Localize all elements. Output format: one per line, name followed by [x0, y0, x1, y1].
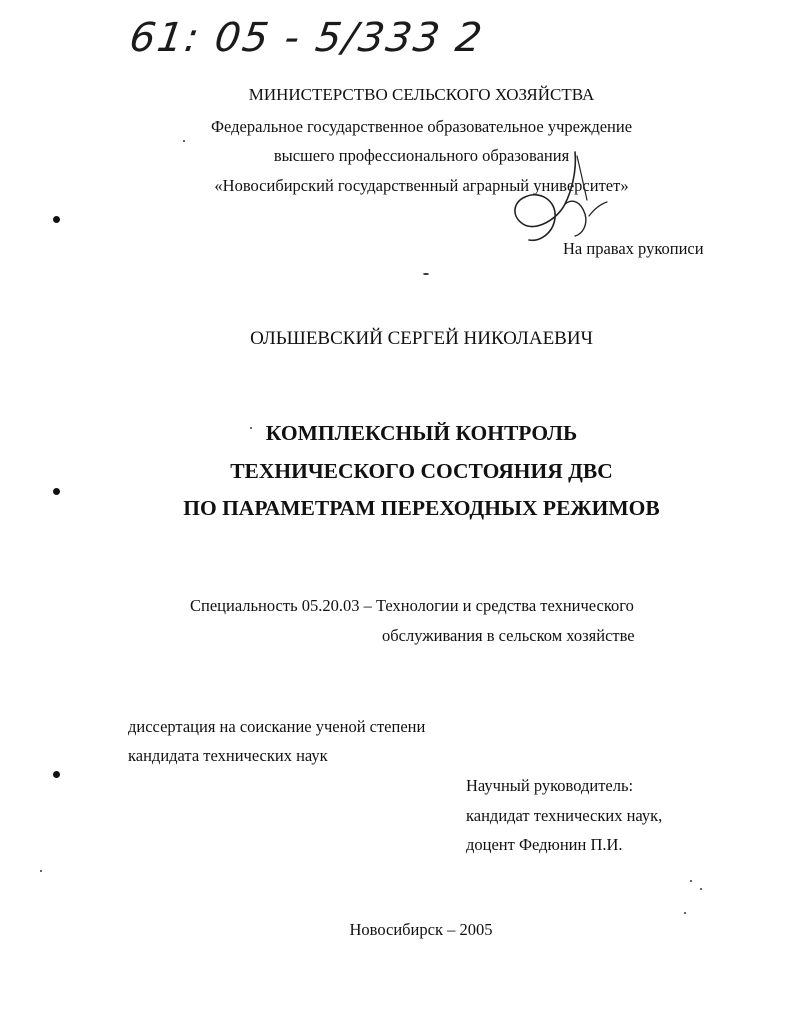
- manuscript-note: На правах рукописи: [563, 239, 704, 258]
- advisor-name: доцент Федюнин П.И.: [466, 835, 623, 854]
- institution-line-3: «Новосибирский государственный аграрный университет»: [214, 176, 629, 195]
- handwritten-archive-code: 61: 05 - 5/333 2: [126, 15, 487, 61]
- advisor-degree: кандидат технических наук,: [466, 806, 663, 825]
- institution-line-2: высшего профессионального образования: [273, 146, 570, 165]
- scan-speck: [183, 140, 185, 142]
- punch-hole-mark: [53, 216, 60, 223]
- author-name: ОЛЬШЕВСКИЙ СЕРГЕЙ НИКОЛАЕВИЧ: [250, 328, 593, 349]
- specialty-line-2: обслуживания в сельском хозяйстве: [382, 626, 635, 645]
- scan-speck: [250, 427, 252, 429]
- dissertation-line-1: диссертация на соискание ученой степени: [128, 717, 426, 736]
- title-line-2: ТЕХНИЧЕСКОГО СОСТОЯНИЯ ДВС: [230, 459, 613, 483]
- title-line-3: ПО ПАРАМЕТРАМ ПЕРЕХОДНЫХ РЕЖИМОВ: [183, 496, 660, 520]
- punch-hole-mark: [53, 771, 60, 778]
- institution-line-1: Федеральное государственное образовательное учреждение: [210, 117, 633, 136]
- scan-speck: [700, 888, 702, 890]
- dissertation-line-2: кандидата технических наук: [128, 746, 328, 765]
- title-line-1: КОМПЛЕКСНЫЙ КОНТРОЛЬ: [265, 421, 578, 445]
- scan-speck: [690, 880, 692, 882]
- city-year: Новосибирск – 2005: [349, 920, 493, 939]
- scan-speck: [684, 912, 686, 914]
- scan-speck: [40, 870, 42, 872]
- scan-speck: [423, 273, 429, 275]
- punch-hole-mark: [53, 488, 60, 495]
- ministry-heading: МИНИСТЕРСТВО СЕЛЬСКОГО ХОЗЯЙСТВА: [248, 85, 595, 104]
- specialty-line-1: Специальность 05.20.03 – Технологии и средства технического: [190, 596, 634, 615]
- advisor-label: Научный руководитель:: [466, 776, 634, 795]
